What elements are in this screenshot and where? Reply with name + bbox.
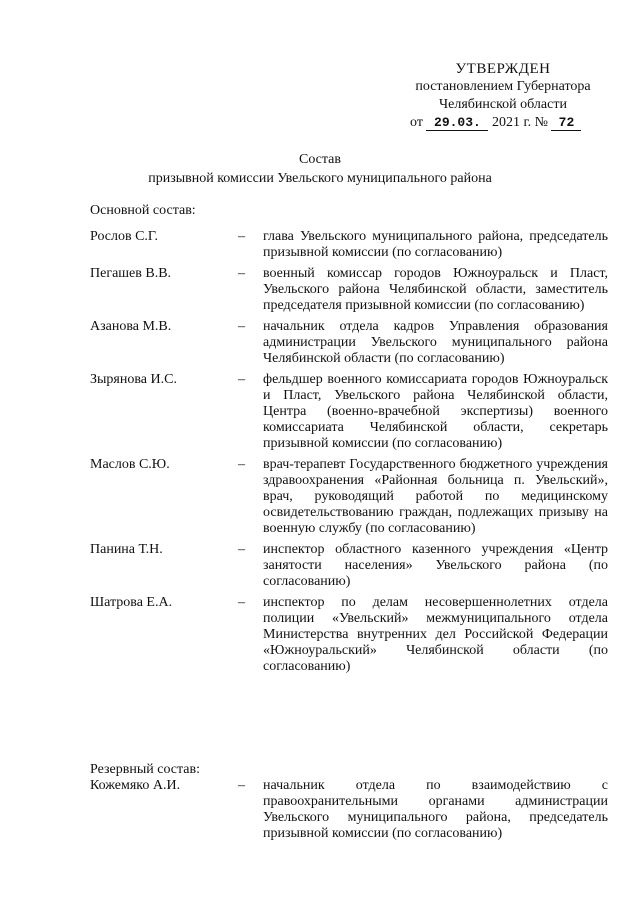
approval-date: 29.03.	[426, 115, 488, 131]
heading-title: Состав	[298, 152, 341, 167]
approval-line-2: Челябинской области	[439, 97, 567, 112]
member-name: Панина Т.Н.	[90, 542, 163, 557]
member-row	[90, 542, 610, 590]
member-row	[90, 778, 610, 842]
member-description: инспектор по делам несовершеннолетних отдела полиции «Увельский» межмуниципального отдела Министерства внутренних дел Российской Федерации «Южноуральский» Челябинской области (по согласованию)	[263, 595, 608, 674]
member-name: Азанова М.В.	[90, 319, 172, 334]
date-prefix: от	[410, 115, 423, 130]
member-name: Пегашев В.В.	[90, 266, 172, 281]
reserve-section-label: Резервный состав:	[90, 762, 201, 777]
member-row	[90, 319, 610, 367]
member-dash: –	[238, 595, 245, 610]
member-dash: –	[238, 778, 245, 793]
member-description: начальник отдела по взаимодействию с правоохранительными органами администрации Увельского муниципального района, председатель призывной комиссии (по согласованию)	[263, 778, 608, 841]
approval-line-1: постановлением Губернатора	[415, 79, 591, 94]
main-members-list	[90, 229, 610, 680]
member-dash: –	[238, 457, 245, 472]
member-dash: –	[238, 229, 245, 244]
approval-number: 72	[551, 115, 581, 131]
member-description: врач-терапевт Государственного бюджетного учреждения здравоохранения «Районная больница п. Увельский», врач, руководящий работой по медицинскому освидетельствованию граждан, подлежащих призыву на военную службу (по согласованию)	[263, 457, 608, 536]
member-row	[90, 372, 610, 452]
member-name: Зырянова И.С.	[90, 372, 177, 387]
member-dash: –	[238, 542, 245, 557]
member-dash: –	[238, 372, 245, 387]
approval-block	[398, 60, 608, 132]
reserve-section	[90, 762, 610, 847]
member-row	[90, 457, 610, 537]
document-heading	[0, 150, 640, 188]
approval-year: 2021 г. №	[491, 115, 548, 130]
member-name: Рослов С.Г.	[90, 229, 158, 244]
member-dash: –	[238, 319, 245, 334]
approval-title: УТВЕРЖДЕН	[455, 61, 551, 77]
member-description: глава Увельского муниципального района, председатель призывной комиссии (по согласованию)	[263, 229, 608, 260]
heading-subtitle: призывной комиссии Увельского муниципального района	[148, 171, 492, 186]
member-description: инспектор областного казенного учреждения «Центр занятости населения» Увельского района (по согласованию)	[263, 542, 608, 589]
member-dash: –	[238, 266, 245, 281]
approval-date-line	[398, 114, 608, 132]
member-row	[90, 595, 610, 675]
member-description: начальник отдела кадров Управления образования администрации Увельского муниципального района Челябинской области (по согласованию)	[263, 319, 608, 366]
main-section-label: Основной состав:	[90, 203, 196, 218]
member-row	[90, 229, 610, 261]
member-name: Шатрова Е.А.	[90, 595, 173, 610]
member-name: Маслов С.Ю.	[90, 457, 170, 472]
member-description: фельдшер военного комиссариата городов Южноуральск и Пласт, Увельского района Челябинской области, Центра (военно-врачебной экспертизы) военного комиссариата Челябинской области, секретарь призывной комиссии (по согласованию)	[263, 372, 608, 451]
member-name: Кожемяко А.И.	[90, 778, 181, 793]
member-row	[90, 266, 610, 314]
member-description: военный комиссар городов Южноуральск и Пласт, Увельского района Челябинской области, заместитель председателя призывной комиссии (по согласованию)	[263, 266, 608, 313]
